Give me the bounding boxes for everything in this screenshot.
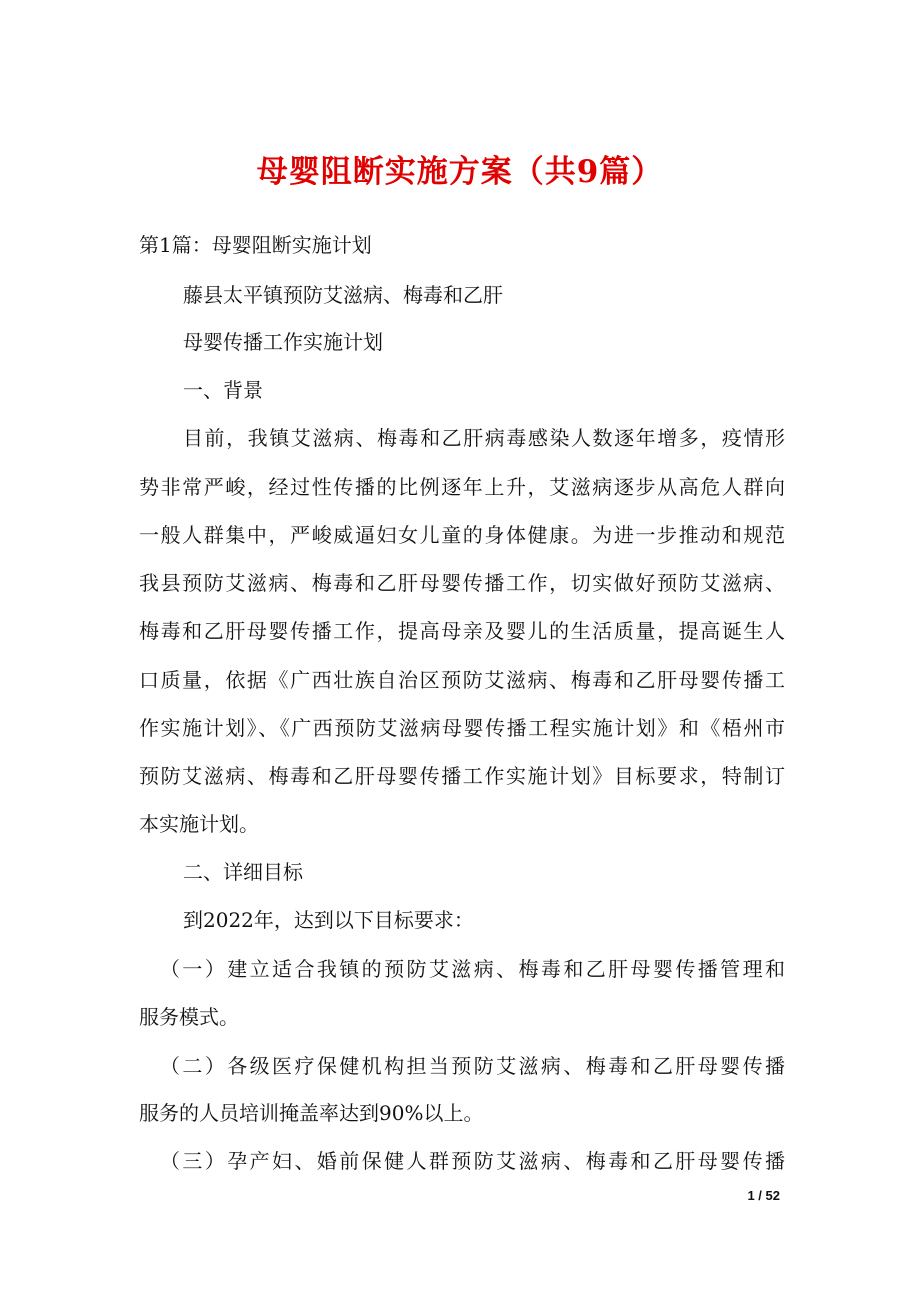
paragraph-line: 预防艾滋病、梅毒和乙肝母婴传播工作实施计划》目标要求，特制订 [139, 764, 785, 788]
paragraph-line: 我县预防艾滋病、梅毒和乙肝母婴传播工作，切实做好预防艾滋病、 [139, 571, 785, 595]
paragraph-line: （三）孕产妇、婚前保健人群预防艾滋病、梅毒和乙肝母婴传播 [160, 1149, 785, 1173]
paragraph-line: 藤县太平镇预防艾滋病、梅毒和乙肝 [183, 283, 503, 307]
paragraph-line: 一般人群集中，严峻威逼妇女儿童的身体健康。为进一步推动和规范 [139, 523, 785, 547]
paragraph-line: 势非常严峻，经过性传播的比例逐年上升，艾滋病逐步从高危人群向 [139, 475, 785, 499]
paragraph-line: 本实施计划。 [139, 812, 259, 836]
page-number: 1 / 52 [747, 1188, 780, 1203]
paragraph-line: 目前，我镇艾滋病、梅毒和乙肝病毒感染人数逐年增多，疫情形 [183, 426, 785, 450]
paragraph-line: 到2022年，达到以下目标要求： [183, 908, 474, 932]
section-heading: 一、背景 [183, 378, 263, 402]
paragraph-line: 服务的人员培训掩盖率达到90%以上。 [139, 1101, 484, 1125]
paragraph-line: （一）建立适合我镇的预防艾滋病、梅毒和乙肝母婴传播管理和 [160, 957, 785, 981]
paragraph-line: 服务模式。 [139, 1005, 239, 1029]
paragraph-line: 母婴传播工作实施计划 [183, 330, 383, 354]
paragraph-line: 作实施计划》、《广西预防艾滋病母婴传播工程实施计划》和《梧州市 [139, 716, 785, 740]
document-title: 母婴阻断实施方案（共9篇） [256, 154, 664, 190]
paragraph-line: 梅毒和乙肝母婴传播工作，提高母亲及婴儿的生活质量，提高诞生人 [139, 619, 785, 643]
paragraph-line: 口质量，依据《广西壮族自治区预防艾滋病、梅毒和乙肝母婴传播工 [139, 668, 785, 692]
section-heading: 第1篇：母婴阻断实施计划 [139, 233, 372, 257]
paragraph-line: （二）各级医疗保健机构担当预防艾滋病、梅毒和乙肝母婴传播 [160, 1054, 785, 1078]
section-heading: 二、详细目标 [183, 860, 303, 884]
